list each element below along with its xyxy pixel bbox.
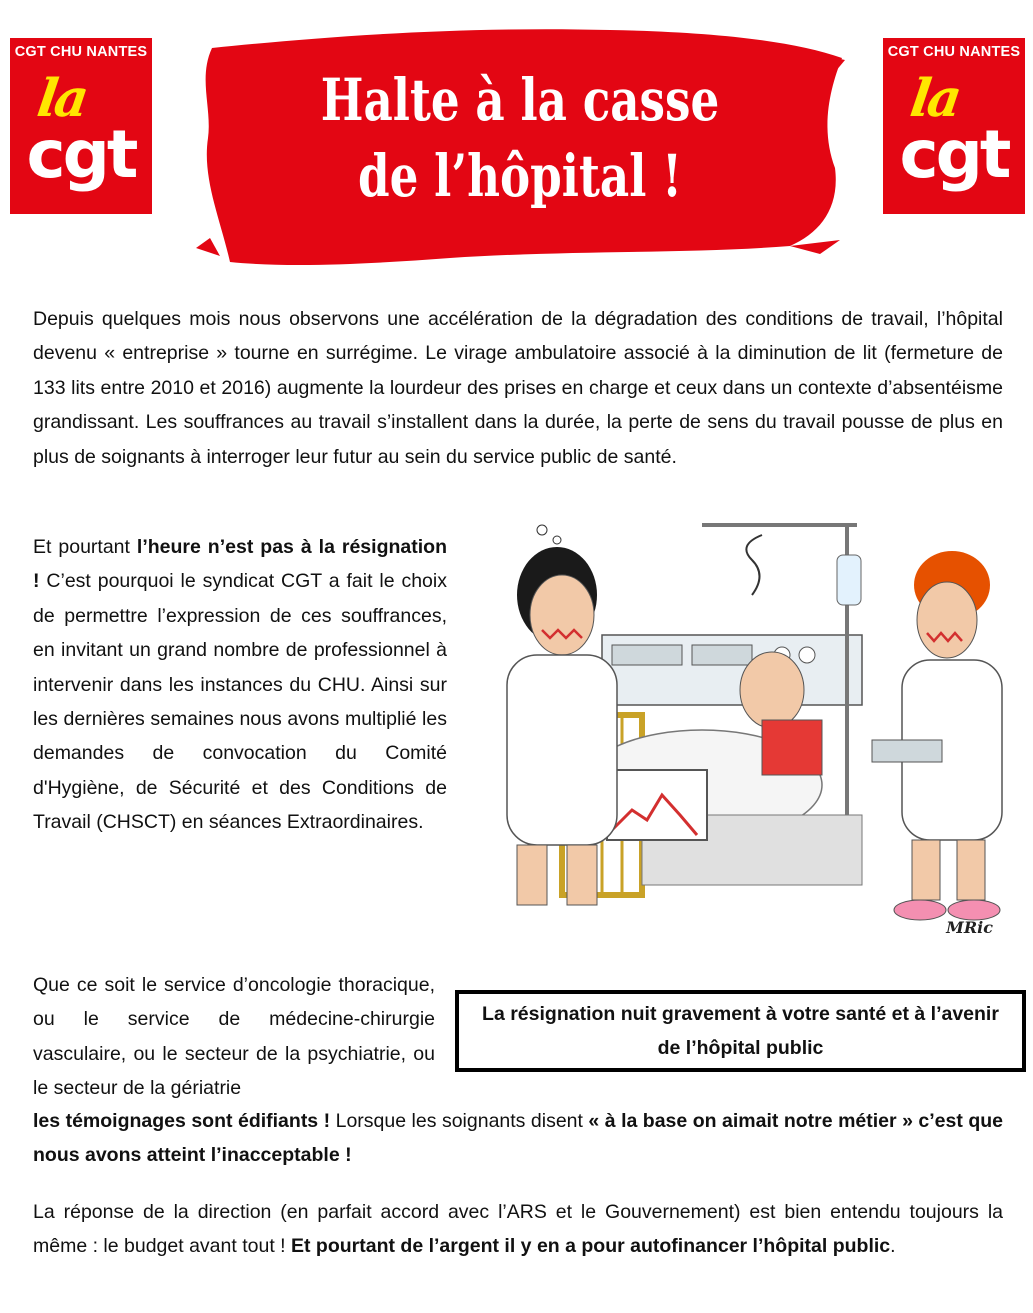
cartoon-drawing (462, 515, 1027, 945)
cgt-logo-left (10, 38, 152, 214)
p2-bold: l’heure n’est pas à la résignation ! (33, 536, 447, 593)
logo-cgt-text: cgt (899, 116, 1009, 193)
logo-org-text: CGT CHU NANTES (887, 44, 1021, 60)
p5-bold-b: Et pourtant de l’argent il y en a pour autofinancer l’hôpital public (291, 1235, 891, 1258)
title-banner (190, 18, 850, 268)
testimony-paragraph (33, 1104, 1003, 1173)
p4-bold-a: les témoignages sont édifiants ! (33, 1110, 331, 1132)
intro-paragraph: Depuis quelques mois nous observons une accélération de la dégradation des conditions de travail, l’hôpital devenu « entreprise » tourne en surrégime. Le virage ambulatoire associé à la diminution de lit (fermeture de 133 lits entre 2010 et 2016) augmente la lourdeur des prises en charge et ceux dans un contexte d’absentéisme grandissant. Les souffrances au travail s’installent dans la durée, la perte de sens du travail pousse de plus en plus de soignants à interroger leur futur au sein du service public de santé. (33, 308, 1003, 468)
resignation-paragraph (33, 530, 447, 840)
logo-la-text: la (906, 68, 963, 129)
p5-text-a: La réponse de la direction (en parfait accord avec l’ARS et le Gouvernement) est bien entendu toujours la même : le budget avant tout ! (33, 1201, 1003, 1258)
logo-cgt-text: cgt (26, 116, 136, 193)
direction-paragraph (33, 1195, 1003, 1264)
title-line-2: de l’hôpital ! (358, 142, 682, 210)
page-title (263, 62, 778, 214)
logo-la-text: la (33, 68, 90, 129)
cgt-logo-right (883, 38, 1025, 214)
title-line-1: Halte à la casse (320, 66, 720, 134)
p4-bold-c: « à la base on aimait notre métier » c’est que nous avons atteint l’inacceptable ! (33, 1110, 1003, 1167)
p5-text-c: . (890, 1235, 896, 1258)
logo-org-text: CGT CHU NANTES (14, 44, 148, 60)
quote-box: La résignation nuit gravement à votre santé et à l’avenir de l’hôpital public (455, 990, 1026, 1072)
p2-text-a: Et pourtant (33, 536, 137, 558)
p2-text-c: C’est pourquoi le syndicat CGT a fait le choix de permettre l’expression de ces souffrances, en invitant un grand nombre de professionnel à intervenir dans les instances du CHU. Ainsi sur les dernières semaines nous avons multiplié les demandes de convocation du Comité d'Hygiène, de Sécurité et des Conditions de Travail (CHSCT) en séances Extraordinaires. (33, 570, 447, 834)
cartoonist-signature: MRic (946, 918, 993, 937)
hospital-cartoon-illustration (462, 515, 1027, 945)
p4-text-b: Lorsque les soignants disent (330, 1110, 589, 1132)
services-paragraph: Que ce soit le service d’oncologie thoracique, ou le service de médecine-chirurgie vasculaire, ou le secteur de la psychiatrie, ou le secteur de la gériatrie (33, 974, 435, 1100)
